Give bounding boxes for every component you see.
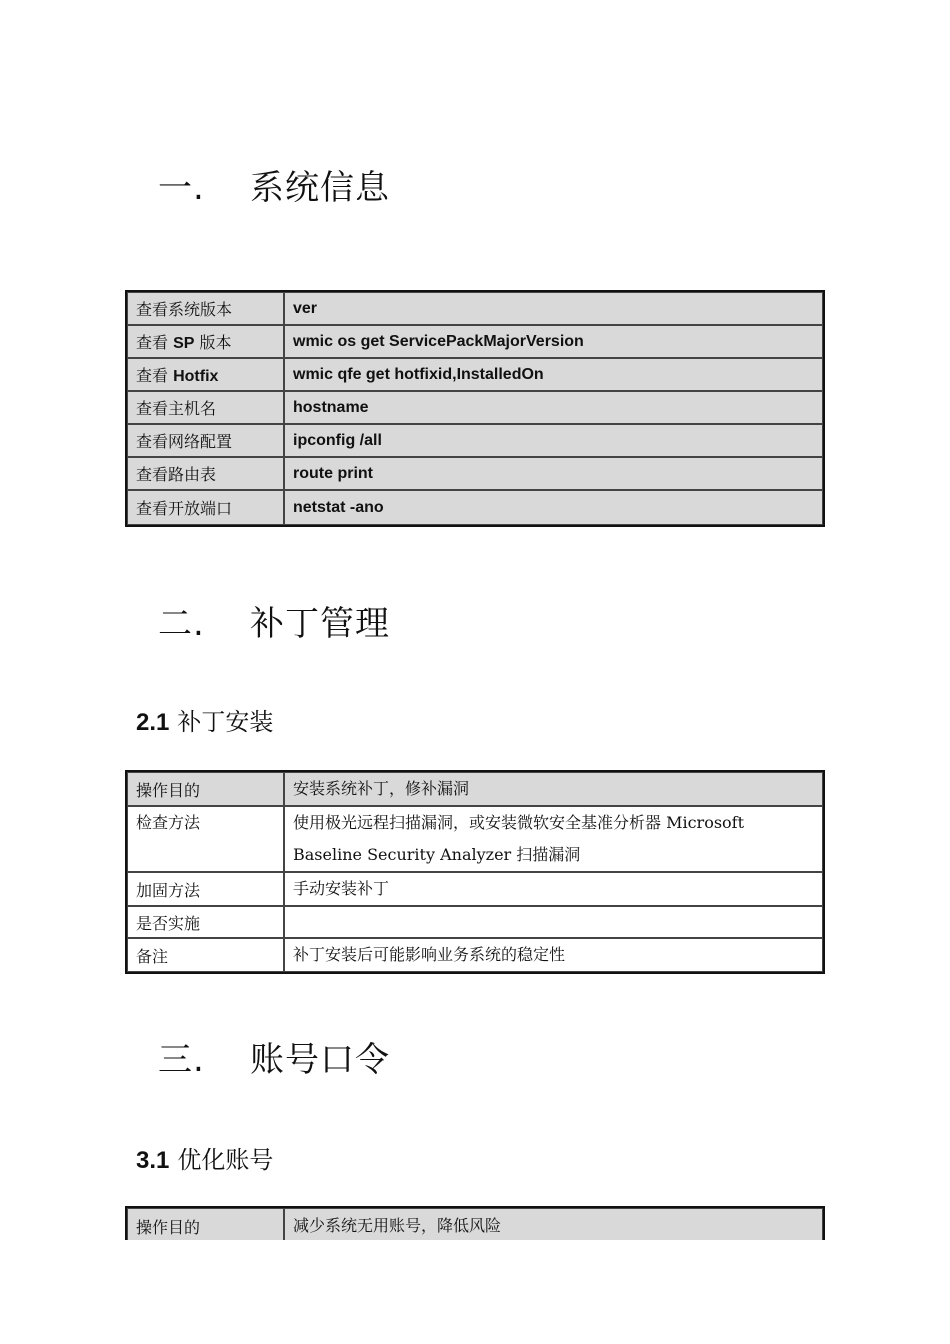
- table-row: [127, 391, 823, 424]
- table-row: [127, 806, 823, 872]
- table-row: [127, 1208, 823, 1240]
- section-2-heading: [158, 596, 390, 645]
- row-value: hostname: [284, 391, 823, 424]
- account-optimize-table: [125, 1206, 825, 1240]
- row-key: 查看网络配置: [127, 424, 284, 457]
- table-row: [127, 292, 823, 325]
- row-value: ver: [284, 292, 823, 325]
- row-key: 查看开放端口: [127, 490, 284, 525]
- row-key: 查看路由表: [127, 457, 284, 490]
- row-key: 加固方法: [127, 872, 284, 906]
- row-key: 查看主机名: [127, 391, 284, 424]
- row-value: wmic qfe get hotfixid,InstalledOn: [284, 358, 823, 391]
- row-key: 查看系统版本: [127, 292, 284, 325]
- patch-install-table: [125, 770, 825, 974]
- table-row: [127, 424, 823, 457]
- row-key: 操作目的: [127, 772, 284, 806]
- subsection-title: 补丁安装: [177, 708, 274, 736]
- table-row: [127, 490, 823, 525]
- subsection-2-1-heading: [136, 702, 273, 737]
- row-key: 查看 SP 版本: [127, 325, 284, 358]
- row-value: 安装系统补丁，修补漏洞: [284, 772, 823, 806]
- section-3-heading: [158, 1032, 390, 1081]
- subsection-number: 3.1: [136, 1147, 170, 1174]
- table-row: [127, 358, 823, 391]
- table-row: [127, 772, 823, 806]
- row-key: 是否实施: [127, 906, 284, 938]
- table-row: [127, 938, 823, 972]
- subsection-number: 2.1: [136, 709, 170, 736]
- row-value: netstat -ano: [284, 490, 823, 525]
- table-row: [127, 872, 823, 906]
- row-value: wmic os get ServicePackMajorVersion: [284, 325, 823, 358]
- account-table-clip: [0, 1206, 950, 1240]
- section-3-number: 三.: [158, 1040, 205, 1080]
- section-1-title: 系统信息: [250, 168, 390, 208]
- row-key: 操作目的: [127, 1208, 284, 1240]
- row-value: 补丁安装后可能影响业务系统的稳定性: [284, 938, 823, 972]
- row-value: ipconfig /all: [284, 424, 823, 457]
- section-2-number: 二.: [158, 604, 205, 644]
- system-info-table: [125, 290, 825, 527]
- row-value: [284, 906, 823, 938]
- row-value: route print: [284, 457, 823, 490]
- subsection-title: 优化账号: [177, 1146, 274, 1174]
- section-1-heading: [158, 160, 390, 209]
- table-row: [127, 325, 823, 358]
- table-row: [127, 906, 823, 938]
- row-value: 减少系统无用账号，降低风险: [284, 1208, 823, 1240]
- row-key: 查看 Hotfix: [127, 358, 284, 391]
- section-3-title: 账号口令: [250, 1040, 390, 1080]
- section-1-number: 一.: [158, 168, 205, 208]
- row-value: 使用极光远程扫描漏洞，或安装微软安全基准分析器 Microsoft Baseline Security Analyzer 扫描漏洞: [284, 806, 823, 872]
- subsection-3-1-heading: [136, 1140, 273, 1175]
- table-row: [127, 457, 823, 490]
- section-2-title: 补丁管理: [250, 604, 390, 644]
- row-value: 手动安装补丁: [284, 872, 823, 906]
- row-key: 备注: [127, 938, 284, 972]
- row-key: 检查方法: [127, 806, 284, 872]
